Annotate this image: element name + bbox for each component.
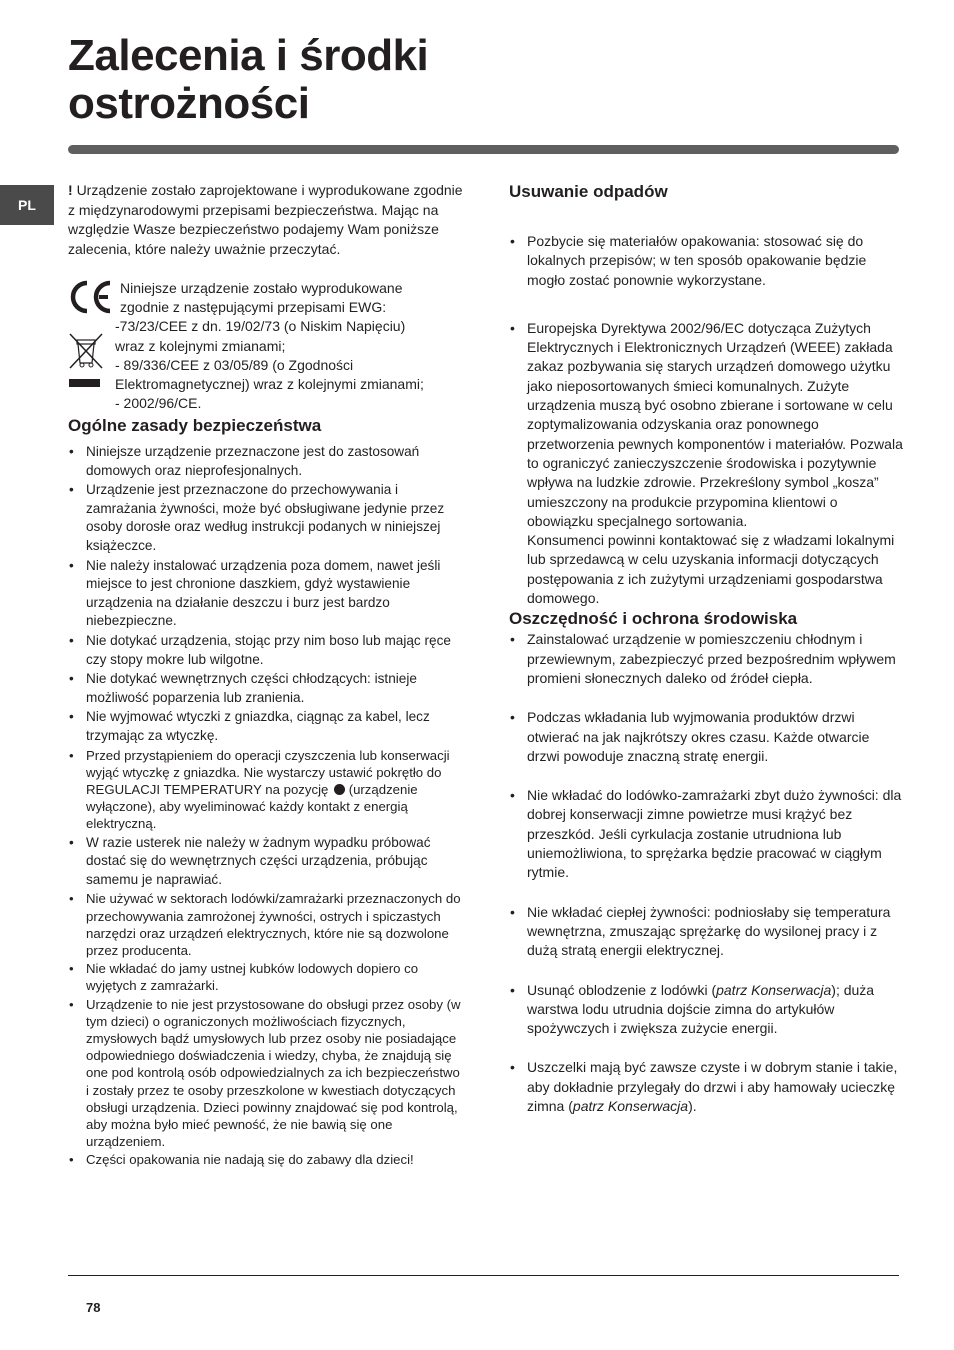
list-item: • Części opakowania nie nadają się do zabawy dla dzieci!: [68, 1151, 463, 1168]
list-item: • Nie wkładać do jamy ustnej kubków lodowych dopiero co wyjętych z zamrażarki.: [68, 960, 463, 994]
list-item: • Nie wkładać ciepłej żywności: podniosłaby się temperatura wewnętrzna, zmuszając sprężarkę do wysilonej pracy i z dużą stratą energii elektrycznej.: [509, 903, 904, 961]
page-number: 78: [86, 1300, 101, 1315]
list-item: [509, 319, 904, 608]
list-item-text: Usunąć oblodzenie z lodówki (: [527, 981, 717, 998]
cert-line: zgodnie z następującymi przepisami EWG:: [120, 299, 387, 316]
intro-text: Urządzenie zostało zaprojektowane i wyprodukowane zgodnie z międzynarodowymi przepisami bezpieczeństwa. Mając na względzie Wasze bezpieczeństwo podajemy Wam poniższe zalecenia, które należy uważnie przeczytać.: [68, 182, 463, 257]
list-item-text: (urządzenie wyłączone), aby wyeliminować każdy kontakt z energią elektryczną.: [86, 781, 418, 832]
page-title-line1: Zalecenia i środki: [68, 31, 429, 80]
warning-mark: !: [68, 182, 73, 198]
savings-list: [509, 630, 904, 1116]
list-item: • W razie usterek nie należy w żadnym wypadku próbować dostać się do wewnętrznych części urządzenia, próbując samemu je naprawiać.: [68, 834, 463, 890]
list-item-text: Europejska Dyrektywa 2002/96/EC dotycząca Zużytych Elektrycznych i Elektronicznych Urządzeń (WEEE) zakłada zakaz pozbywania się starych urządzeń domowego użytku jako nieposortowanych śmieci komunalnych. Zużyte urządzenia muszą być osobno zbierane i sortowane w celu zoptymalizowania odzyskania oraz ponownego przetworzenia pewnych komponentów i materiałów. Pozwala to ograniczyć zanieczyszczenie środowiska i pozytywnie wpływa na ludzkie zdrowie. Przekreślony symbol „kosza” umieszczony na produkcie przypomina klientowi o obowiązku specjalnego sortowania.: [527, 319, 903, 529]
list-item: • Niniejsze urządzenie przeznaczone jest do zastosowań domowych oraz nieprofesjonalnych.: [68, 443, 463, 480]
cert-line: Elektromagnetycznej) wraz z kolejnymi zmianami;: [115, 376, 424, 393]
cert-line: -73/23/CEE z dn. 19/02/73 (o Niskim Napięciu): [115, 318, 406, 335]
list-item-text: Przed przystąpieniem do operacji czyszczenia lub konserwacji wyjąć wtyczkę z gniazdka. Nie wystarczy ustawić pokrętło do REGULACJI TEMPERATURY na pozycję: [86, 747, 450, 797]
list-item: • Nie wyjmować wtyczki z gniazdka, ciągnąc za kabel, lecz trzymając za wtyczkę.: [68, 708, 463, 745]
cert-line: wraz z kolejnymi zmianami;: [115, 337, 286, 354]
right-column: [509, 181, 904, 1116]
language-tab: PL: [0, 185, 54, 225]
list-item: • Urządzenie to nie jest przystosowane do obsługi przez osoby (w tym dzieci) o ograniczonych możliwościach fizycznych, zmysłowych bądź umysłowych lub przez osoby nie posiadające odpowiedniego doświadczenia i wiedzy, chyba, że znajdują się one pod kontrolą osób odpowiedzialnych za ich bezpieczeństwo i zostały przez te osoby przeszkolone w kwestiach dotyczących obsługi urządzenia. Dzieci powinny znajdować się pod kontrolą, aby można było mieć pewność, że nie bawią się one urządzeniem.: [68, 996, 463, 1151]
list-item: [68, 747, 463, 833]
list-item: • Urządzenie jest przeznaczone do przechowywania i zamrażania żywności, może być obsługiwane jedynie przez osoby dorosłe oraz według instrukcji podanych w niniejszej książeczce.: [68, 481, 463, 555]
intro-paragraph: [68, 181, 463, 259]
list-item: [509, 1058, 904, 1116]
disposal-heading: Usuwanie odpadów: [509, 182, 668, 201]
disposal-list: [509, 232, 904, 608]
footer-divider: [68, 1275, 899, 1276]
certification-text: [68, 279, 463, 413]
savings-heading: Oszczędność i ochrona środowiska: [509, 609, 798, 629]
list-item: • Podczas wkładania lub wyjmowania produktów drzwi otwierać na jak najkrótszy okres czasu. Każde otwarcie drzwi powoduje znaczną stratę energii.: [509, 708, 904, 766]
list-item-text: Uszczelki mają być zawsze czyste i w dobrym stanie i takie, aby dokładnie przylegały do drzwi i aby hamowały ucieczkę zimna (: [527, 1059, 898, 1114]
title-divider: [68, 145, 899, 154]
page-title-line2: ostrożności: [68, 79, 310, 128]
left-column: [68, 181, 463, 1170]
cert-line: - 2002/96/CE.: [115, 395, 202, 412]
cert-line: - 89/336/CEE z 03/05/89 (o Zgodności: [115, 356, 354, 373]
certification-block: [68, 279, 463, 415]
list-item: [509, 981, 904, 1039]
safety-list: [68, 443, 463, 1169]
cross-reference: patrz Konserwacja: [716, 981, 832, 998]
list-item-text: ); duża warstwa lodu utrudnia dojście zimna do artykułów spożywczych i zwiększa zużycie energii.: [527, 981, 875, 1037]
list-item: • Pozbycie się materiałów opakowania: stosować się do lokalnych przepisów; w ten sposób opakowanie będzie mogło zostać ponownie wykorzystane.: [509, 232, 904, 290]
list-item: • Nie wkładać do lodówko-zamrażarki zbyt dużo żywności: dla dobrej konserwacji zimne powietrze musi krążyć bez przeszkód. Jeśli cyrkulacja zostanie utrudniona lub uniemożliwiona, to sprężarka będzie pracować w ciągłym rytmie.: [509, 786, 904, 882]
list-item: • Nie dotykać urządzenia, stojąc przy nim boso lub mając ręce czy stopy mokre lub wilgotne.: [68, 632, 463, 669]
safety-heading: Ogólne zasady bezpieczeństwa: [68, 416, 322, 435]
list-item: • Zainstalować urządzenie w pomieszczeniu chłodnym i przewiewnym, zabezpieczyć przed bezpośrednim wpływem promieni słonecznych daleko od źródeł ciepła.: [509, 630, 904, 688]
cross-reference: patrz Konserwacja: [572, 1097, 689, 1114]
page-title: [68, 32, 428, 128]
list-item: • Nie dotykać wewnętrznych części chłodzących: istnieje możliwość poparzenia lub zranienia.: [68, 670, 463, 707]
list-item-text: Konsumenci powinni kontaktować się z władzami lokalnymi lub sprzedawcą w celu uzyskania informacji dotyczących postępowania z ich zużytymi urządzeniami gospodarstwa domowego.: [527, 532, 895, 607]
list-item-text: ).: [688, 1097, 697, 1114]
cert-line: Niniejsze urządzenie zostało wyprodukowane: [120, 280, 403, 296]
list-item: • Nie używać w sektorach lodówki/zamrażarki przeznaczonych do przechowywania zamrożonej żywności, ostrych i spiczastych narzędzi oraz urządzeń elektrycznych, które nie są dozwolone przez producenta.: [68, 890, 463, 959]
filled-circle-icon: [334, 784, 345, 795]
list-item: • Nie należy instalować urządzenia poza domem, nawet jeśli miejsce to jest chronione daszkiem, gdyż wystawienie urządzenia na działanie deszczu i burz jest bardzo niebezpieczne.: [68, 557, 463, 631]
